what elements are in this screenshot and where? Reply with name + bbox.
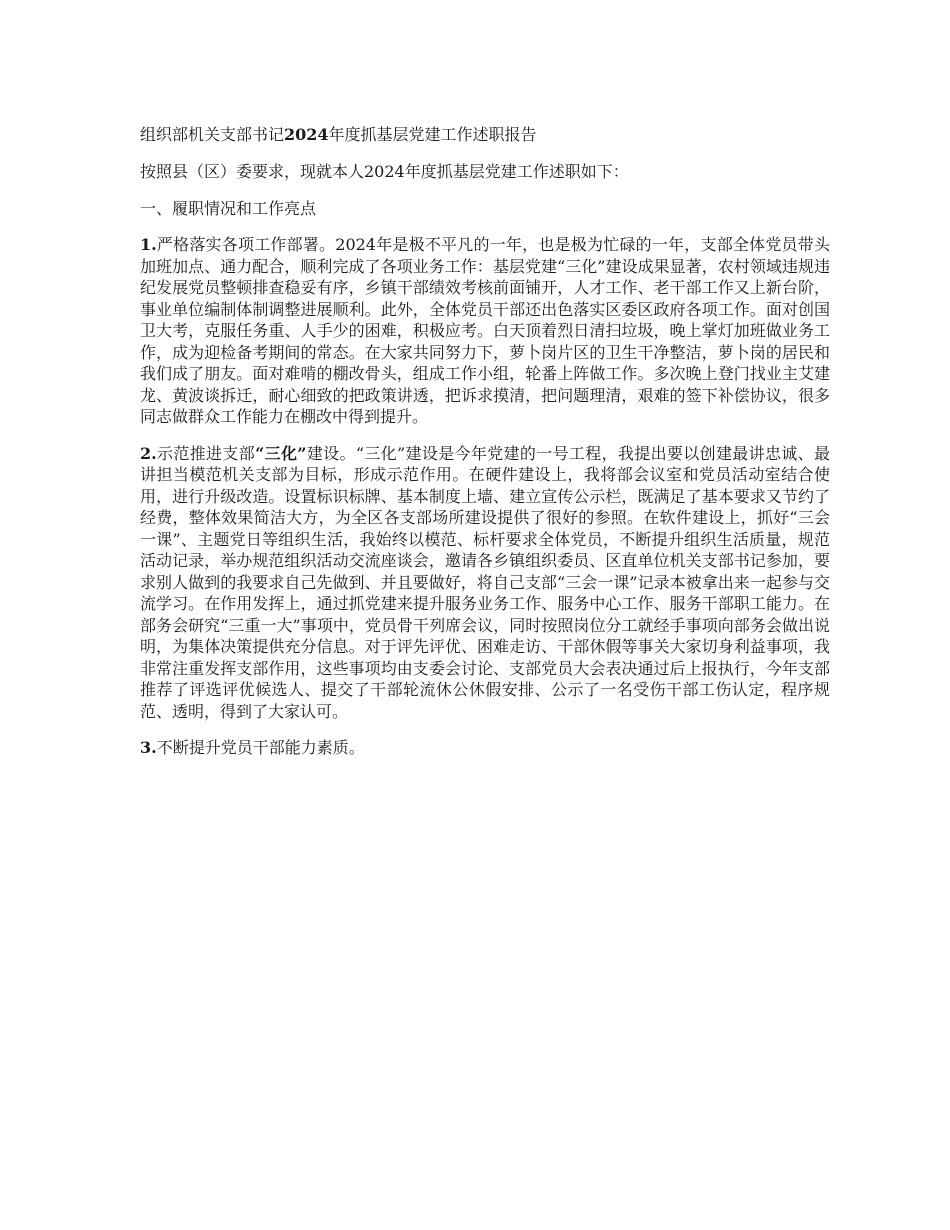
document-page xyxy=(140,124,830,774)
document-title xyxy=(140,124,830,146)
item-2-paragraph xyxy=(140,443,830,723)
title-suffix: 年度抓基层党建工作述职报告 xyxy=(328,125,537,144)
item-2-number: 2. xyxy=(140,443,157,463)
intro-paragraph: 按照县（区）委要求，现就本人2024年度抓基层党建工作述职如下： xyxy=(140,162,629,181)
section-heading: 一、履职情况和工作亮点 xyxy=(140,198,317,218)
title-prefix: 组织部机关支部书记 xyxy=(140,125,285,144)
item-1-number: 1. xyxy=(140,235,157,254)
item-3-paragraph xyxy=(140,737,830,759)
title-year: 2024 xyxy=(284,125,329,144)
item-1-paragraph xyxy=(140,234,830,428)
item-2-text: 建设。“三化”建设是今年党建的一号工程，我提出要以创建最讲忠诚、最讲担当模范机关支部为目标，形成示范作用。在硬件建设上，我将部会议室和党员活动室结合使用，进行升级改造。设置标识标牌、基本制度上墙、建立宣传公示栏，既满足了基本要求又节约了经费，整体效果简洁大方，为全区各支部场所建设提供了很好的参照。在软件建设上，抓好“三会一课”、主题党日等组织生活，我始终以模范、标杆要求全体党员，不断提升组织生活质量，规范活动记录，举办规范组织活动交流座谈会，邀请各乡镇组织委员、区直单位机关支部书记参加，要求别人做到的我要求自己先做到、并且要做好，将自己支部“三会一课”记录本被拿出来一起参与交流学习。在作用发挥上，通过抓党建来提升服务业务工作、服务中心工作、服务干部职工能力。在部务会研究“三重一大”事项中，党员骨干列席会议，同时按照岗位分工就经手事项向部务会做出说明，为集体决策提供充分信息。对于评先评优、困难走访、干部休假等事关大家切身利益事项，我非常注重发挥支部作用，这些事项均由支委会讨论、支部党员大会表决通过后上报执行，今年支部推荐了评选评优候选人、提交了干部轮流休公休假安排、公示了一名受伤干部工伤认定，程序规范、透明，得到了大家认可。 xyxy=(140,443,830,721)
item-2-heading-a: 示范推进支部 xyxy=(156,443,256,463)
item-3-number: 3. xyxy=(140,738,157,757)
item-1-text: 严格落实各项工作部署。2024年是极不平凡的一年，也是极为忙碌的一年，支部全体党员带头加班加点、通力配合，顺利完成了各项业务工作：基层党建“三化”建设成果显著，农村领域违规违纪发展党员整顿排查稳妥有序，乡镇干部绩效考核前面铺开，人才工作、老干部工作又上新台阶，事业单位编制体制调整进展顺利。此外，全体党员干部还出色落实区委区政府各项工作。面对创国卫大考，克服任务重、人手少的困难，积极应考。白天顶着烈日清扫垃圾，晚上掌灯加班做业务工作，成为迎检备考期间的常态。在大家共同努力下，萝卜岗片区的卫生干净整洁，萝卜岗的居民和我们成了朋友。面对难啃的棚改骨头，组成工作小组，轮番上阵做工作。多次晚上登门找业主艾建龙、黄波谈拆迁，耐心细致的把政策讲透，把诉求摸清，把问题理清，艰难的签下补偿协议，很多同志做群众工作能力在棚改中得到提升。 xyxy=(140,235,830,426)
item-2-heading-b: “三化” xyxy=(255,443,307,463)
item-3-text: 不断提升党员干部能力素质。 xyxy=(156,738,365,757)
